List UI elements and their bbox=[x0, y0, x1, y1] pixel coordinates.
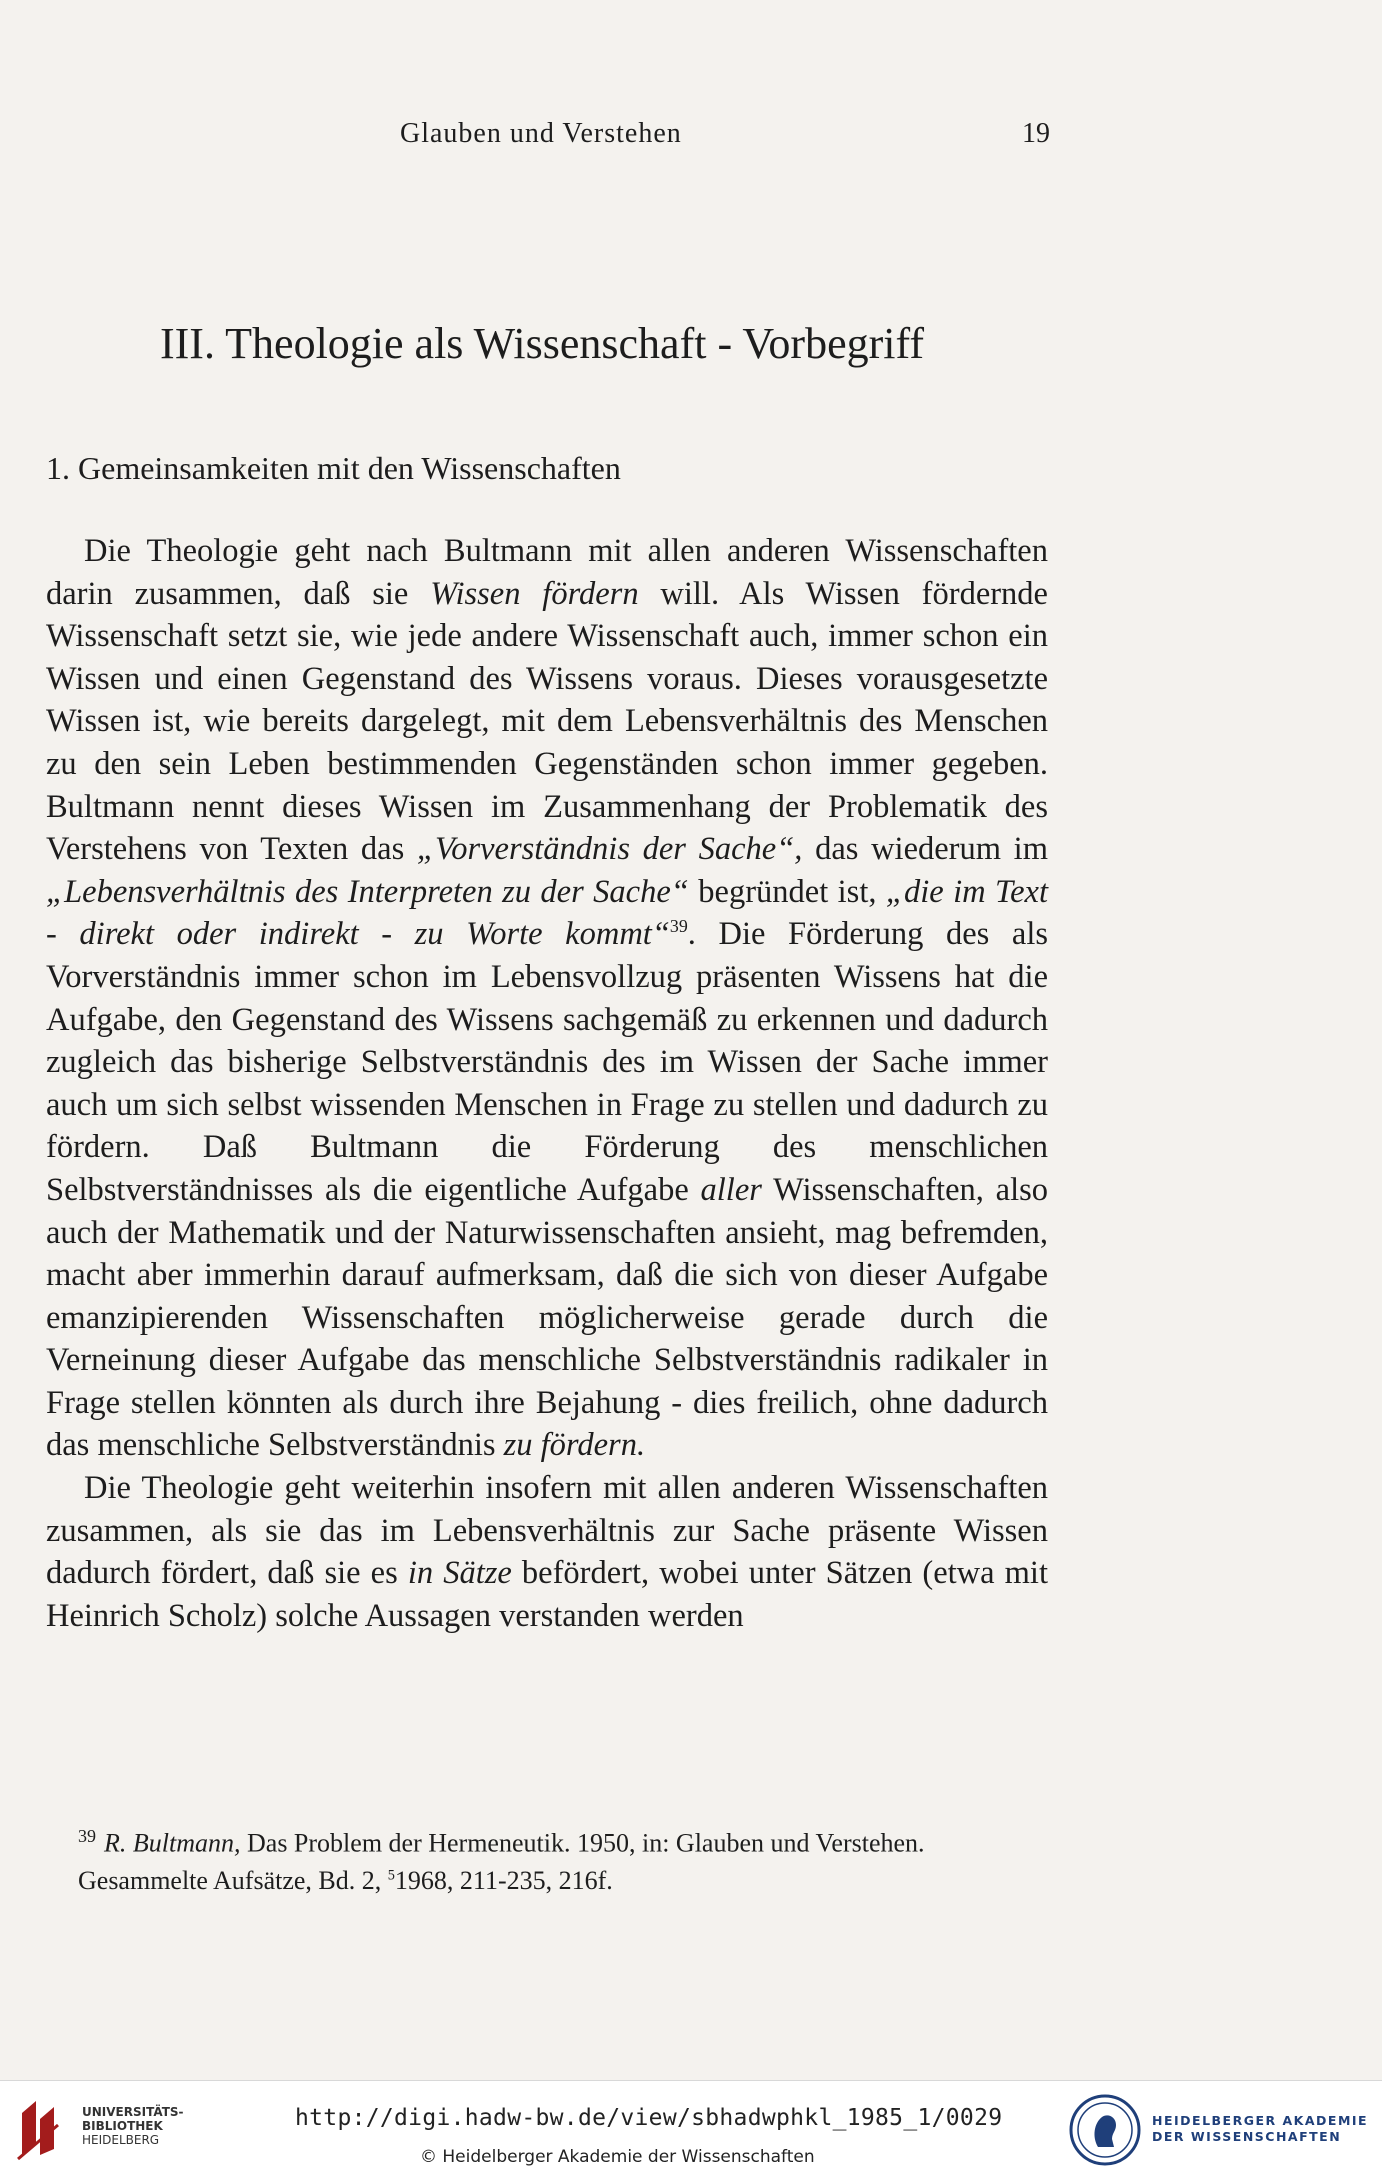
university-library-logo-icon[interactable] bbox=[12, 2095, 72, 2165]
footnote-author: R. Bultmann, bbox=[104, 1828, 241, 1858]
section-title: 1. Gemeinsamkeiten mit den Wissenschaften bbox=[46, 450, 621, 486]
footnote-ref-39[interactable]: 39 bbox=[669, 916, 688, 937]
running-head: Glauben und Verstehen bbox=[400, 118, 682, 149]
footnote-39: $^{39}$ R. Bultmann, Das Problem der Hermeneutik. 1950, in: Glauben und Verstehen. Gesammelte Aufsätze, Bd. 2, $^5$1968, 211-235, 216f. bbox=[78, 1826, 925, 1895]
chapter-title: III. Theologie als Wissenschaft - Vorbegriff bbox=[160, 319, 924, 368]
university-library-name: UNIVERSITÄTS- BIBLIOTHEK HEIDELBERG bbox=[82, 2105, 184, 2147]
footnote-number: 39 bbox=[78, 1826, 96, 1846]
academy-seal-icon[interactable] bbox=[1068, 2093, 1142, 2167]
page-number: 19 bbox=[1022, 118, 1050, 149]
copyright-notice: © Heidelberger Akademie der Wissenschaften bbox=[420, 2147, 815, 2167]
paragraph-2: Die Theologie geht weiterhin insofern mit allen anderen Wissenschaften zusammen, als sie das im Lebensverhältnis zur Sache präsente Wissen dadurch fördert, daß sie es in Sätze befördert, wobei unter Sätzen (etwa mit Heinrich Scholz) solche Aussagen verstanden werden bbox=[46, 1470, 1048, 1634]
academy-name: HEIDELBERGER AKADEMIE DER WISSENSCHAFTEN bbox=[1152, 2113, 1369, 2144]
viewer-footer-bar bbox=[0, 2080, 1382, 2180]
body-text bbox=[46, 530, 1048, 1637]
permalink-url[interactable]: http://digi.hadw-bw.de/view/sbhadwphkl_1985_1/0029 bbox=[295, 2105, 1003, 2131]
paragraph-1: Die Theologie geht nach Bultmann mit allen anderen Wissenschaften darin zusammen, daß sie Wissen fördern will. Als Wissen fördernde Wissenschaft setzt sie, wie jede andere Wissenschaft auch, immer schon ein Wissen und einen Gegenstand des Wissens voraus. Dieses vorausgesetzte Wissen ist, wie bereits dargelegt, mit dem Lebensverhältnis des Menschen zu den sein Leben bestimmenden Gegenständen schon immer gegeben. Bultmann nennt dieses Wissen im Zusammenhang der Problematik des Verstehens von Texten das „Vorverständnis der Sache“, das wiederum im „Lebensverhältnis des Interpreten zu der Sache“ begründet ist, „die im Text - direkt oder indirekt - zu Worte kommt“$^{39}$. Die Förderung des als Vorverständnis immer schon im Lebensvollzug präsenten Wissens hat die Aufgabe, den Gegenstand des Wissens sachgemäß zu erkennen und dadurch zugleich das bisherige Selbstverständnis des im Wissen der Sache immer auch um sich selbst wissenden Menschen in Frage zu stellen und dadurch zu fördern. Daß Bultmann die Förderung des menschlichen Selbstverständnisses als die eigentliche Aufgabe aller Wissenschaften, also auch der Mathematik und der Naturwissenschaften ansieht, mag befremden, macht aber immerhin darauf aufmerksam, daß die sich von dieser Aufgabe emanzipierenden Wissenschaften möglicherweise gerade durch die Verneinung dieser Aufgabe das menschliche Selbstverständnis radikaler in Frage stellen könnten als durch ihre Bejahung - dies freilich, ohne dadurch das menschliche Selbstverständnis zu fördern. bbox=[46, 533, 1048, 1464]
